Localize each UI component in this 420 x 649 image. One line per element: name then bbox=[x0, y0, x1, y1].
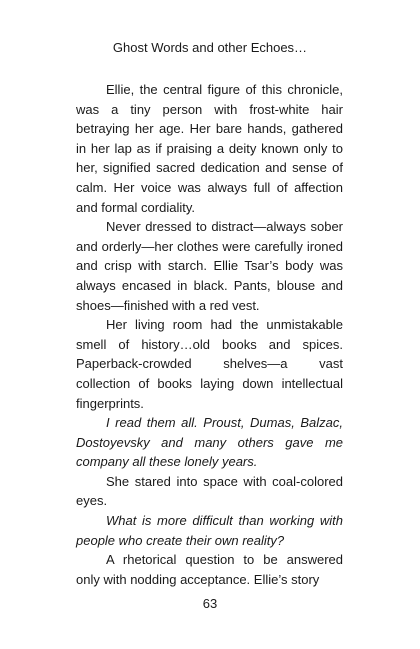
paragraph: Ellie, the central figure of this chronicle, was a tiny person with frost-white hair betraying her age. Her bare hands, gathered in her lap as if praising a deity known only to her, signified sacred dedication and sense of calm. Her voice was always full of affection and formal cordiality. bbox=[76, 82, 343, 215]
paragraph: She stared into space with coal-colored eyes. bbox=[76, 473, 343, 509]
paragraph: Her living room had the unmistakable smell of history…old books and spices. Paperback-crowded shelves—a vast collection of books laying down intellectual fingerprints. bbox=[76, 317, 343, 411]
page-number: 63 bbox=[202, 596, 218, 611]
italic-quote-paragraph: I read them all. Proust, Dumas, Balzac, Dostoyevsky and many others gave me company all these lonely years. bbox=[76, 415, 343, 470]
paragraph: Never dressed to distract—always sober and orderly—her clothes were carefully ironed and crisp with starch. Ellie Tsar’s body was always encased in black. Pants, blouse and shoes—finished with a red vest. bbox=[76, 219, 343, 313]
running-header: Ghost Words and other Echoes… bbox=[112, 40, 308, 55]
paragraph: A rhetorical question to be answered only with nodding acceptance. Ellie’s story bbox=[76, 552, 343, 587]
italic-quote-paragraph: What is more difficult than working with people who create their own reality? bbox=[76, 513, 343, 548]
body-text bbox=[76, 80, 343, 589]
